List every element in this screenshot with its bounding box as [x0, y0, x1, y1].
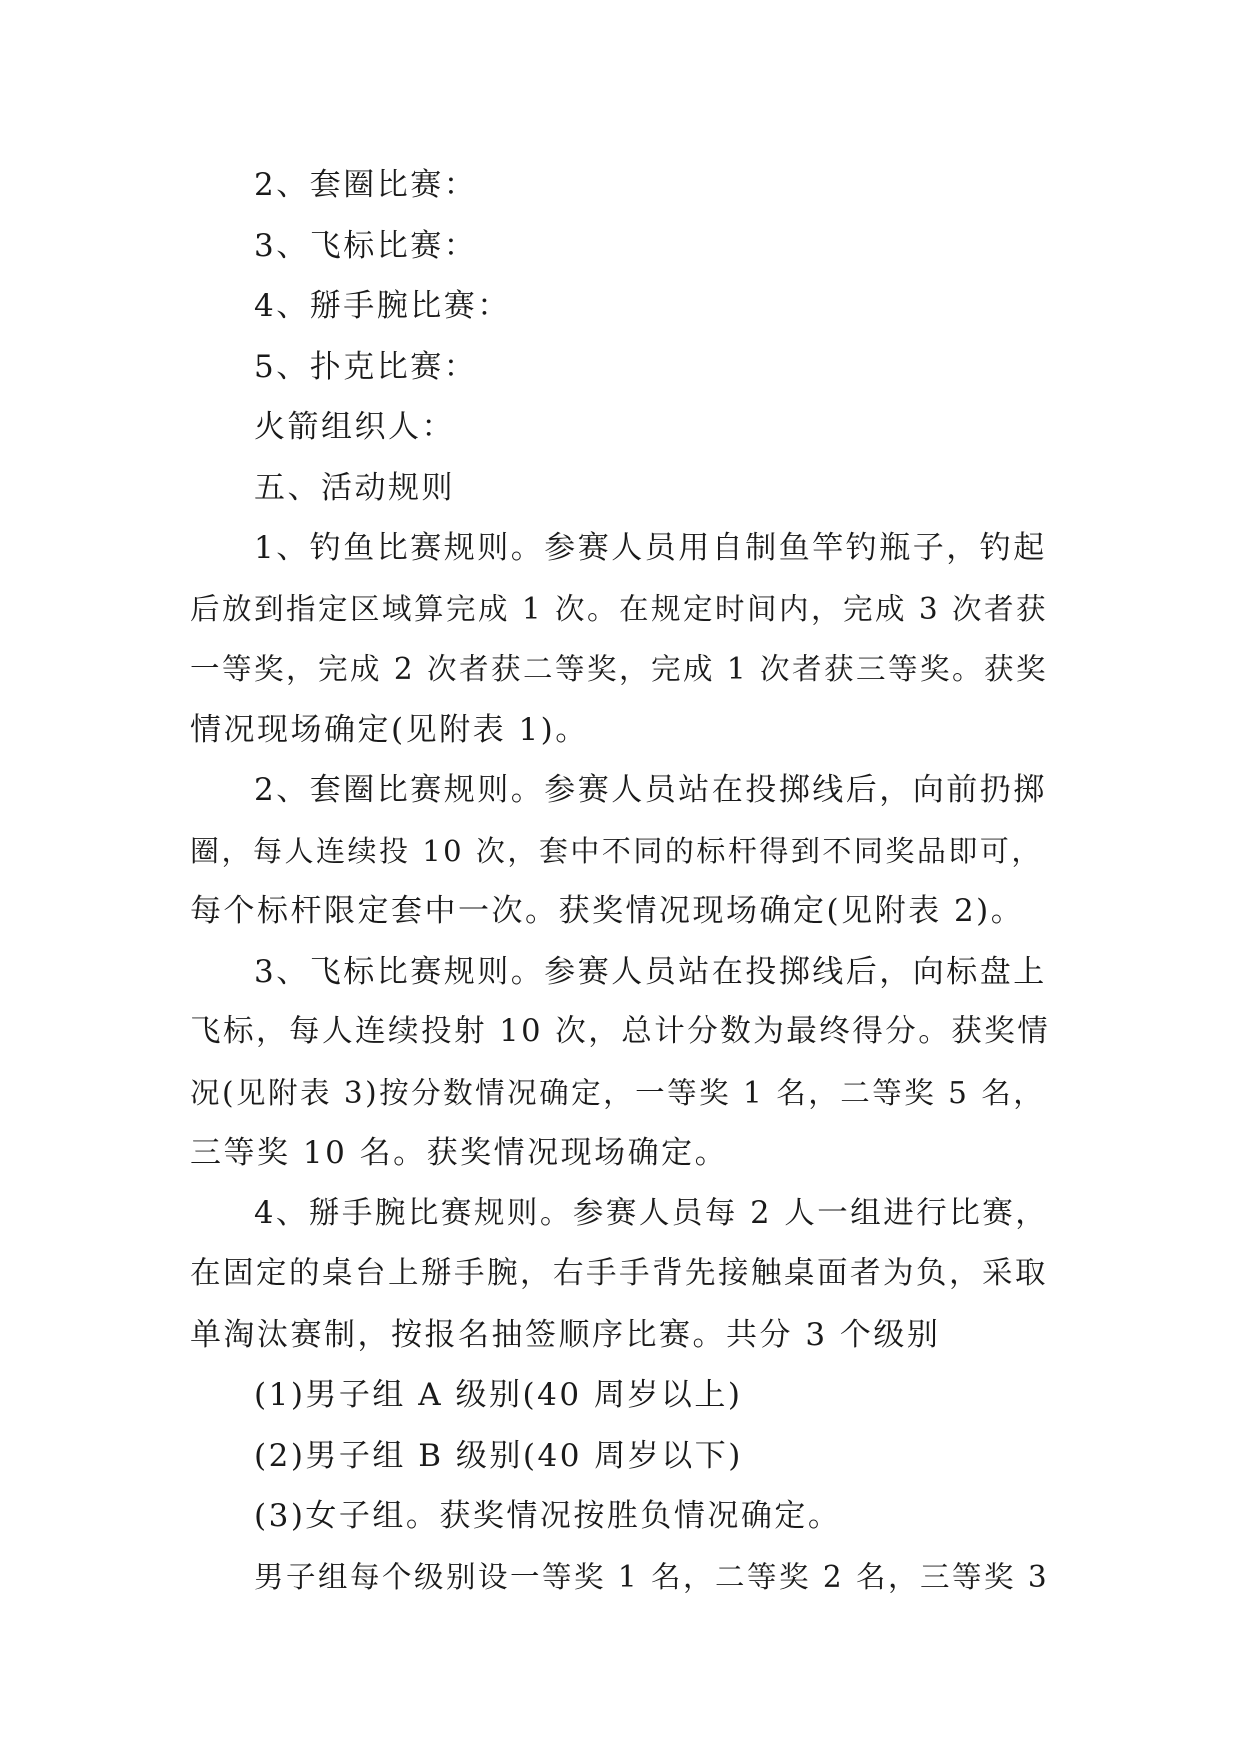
text-line: 2、套圈比赛规则。参赛人员站在投掷线后，向前扔掷	[254, 772, 1047, 808]
text-line: 男子组每个级别设一等奖 1 名，二等奖 2 名，三等奖 3	[254, 1559, 1050, 1594]
text-line: 每个标杆限定套中一次。获奖情况现场确定(见附表 2)。	[190, 893, 1025, 929]
text-line: 5、扑克比赛：	[254, 348, 478, 385]
text-line: 飞标，每人连续投射 10 次，总计分数为最终得分。获奖情	[190, 1014, 1051, 1049]
text-line: 3、飞标比赛：	[254, 227, 478, 264]
document-body	[190, 155, 1052, 1607]
text-line: 2、套圈比赛：	[254, 167, 478, 203]
text-line: 单淘汰赛制，按报名抽签顺序比赛。共分 3 个级别	[190, 1316, 941, 1353]
text-line: 三等奖 10 名。获奖情况现场确定。	[190, 1135, 729, 1171]
text-line: 圈，每人连续投 10 次，套中不同的标杆得到不同奖品即可，	[190, 833, 1043, 868]
text-line: (1)男子组 A 级别(40 周岁以上)	[254, 1377, 743, 1413]
text-line: 火箭组织人：	[254, 409, 455, 445]
text-line: 情况现场确定(见附表 1)。	[190, 711, 589, 748]
text-line: 在固定的桌台上掰手腕，右手手背先接触桌面者为负，采取	[190, 1256, 1048, 1291]
text-line: 4、掰手腕比赛规则。参赛人员每 2 人一组进行比赛，	[254, 1195, 1049, 1231]
text-line: 3、飞标比赛规则。参赛人员站在投掷线后，向标盘上	[254, 953, 1047, 990]
text-line: (3)女子组。获奖情况按胜负情况确定。	[254, 1498, 842, 1534]
text-line: 1、钓鱼比赛规则。参赛人员用自制鱼竿钓瓶子，钓起	[254, 530, 1047, 566]
text-line: 4、掰手腕比赛：	[254, 288, 511, 324]
text-line: 况(见附表 3)按分数情况确定，一等奖 1 名，二等奖 5 名，	[190, 1075, 1046, 1110]
section-heading: 五、活动规则	[254, 469, 455, 506]
text-line: 一等奖，完成 2 次者获二等奖，完成 1 次者获三等奖。获奖	[190, 652, 1049, 686]
text-line: (2)男子组 B 级别(40 周岁以下)	[254, 1437, 743, 1474]
text-line: 后放到指定区域算完成 1 次。在规定时间内，完成 3 次者获	[190, 591, 1049, 626]
